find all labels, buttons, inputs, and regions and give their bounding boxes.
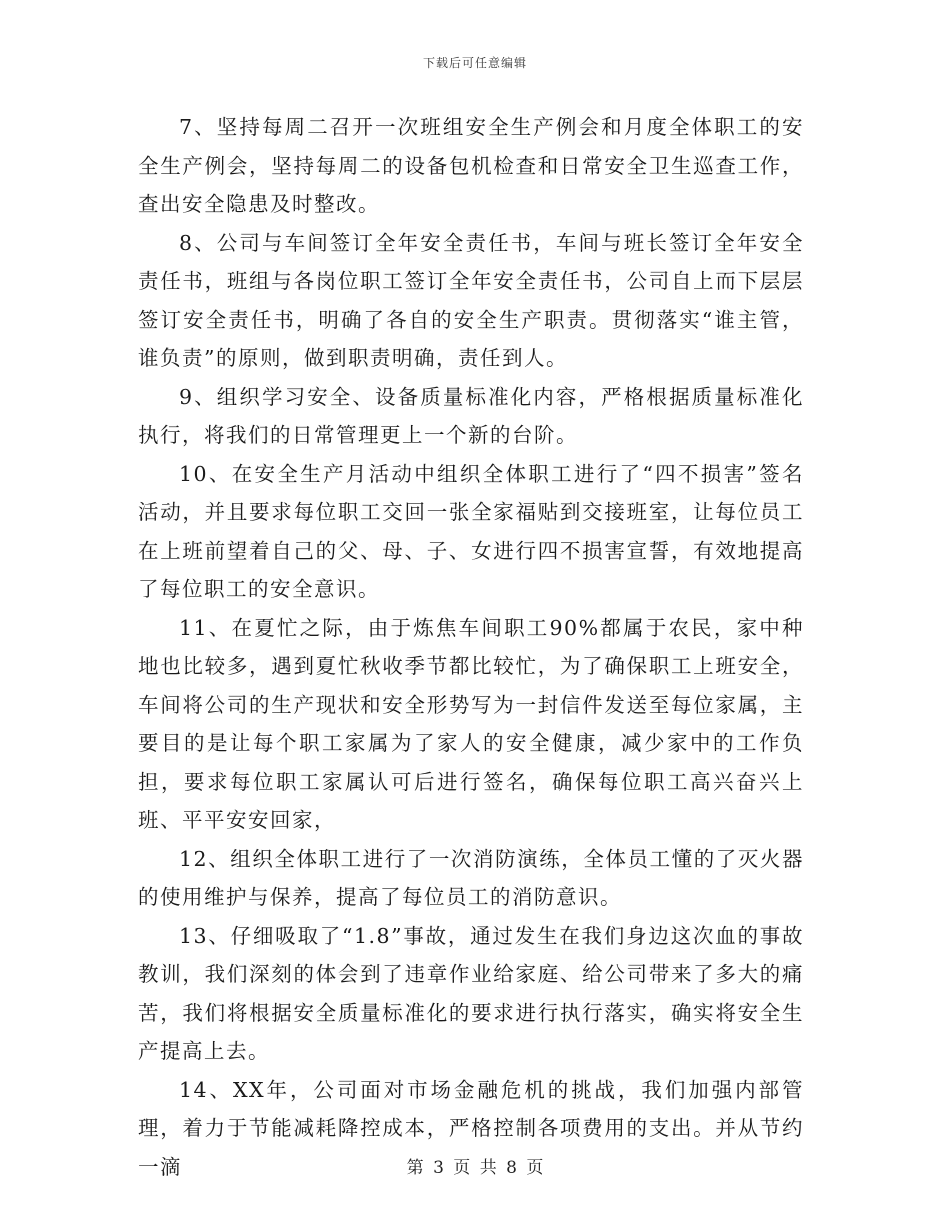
page-number-footer: 第 3 页 共 8 页 (406, 1158, 544, 1178)
paragraph-item-12: 12、组织全体职工进行了一次消防演练，全体员工懂的了灭火器的使用维护与保养，提高了每位员工的消防意识。 (138, 846, 804, 909)
paragraph-item-11: 11、在夏忙之际，由于炼焦车间职工90%都属于农民，家中种地也比较多，遇到夏忙秋收季节都比较忙，为了确保职工上班安全，车间将公司的生产现状和安全形势写为一封信件发送至每位家属，主要目的是让每个职工家属为了家人的安全健康，减少家中的工作负担，要求每位职工家属认可后进行签名，确保每位职工高兴奋兴上班、平平安安回家， (138, 615, 804, 832)
paragraph-item-8: 8、公司与车间签订全年安全责任书，车间与班长签订全年安全责任书，班组与各岗位职工签订全年安全责任书，公司自上而下层层签订安全责任书，明确了各自的安全生产职责。贯彻落实“谁主管，谁负责”的原则，做到职责明确，责任到人。 (138, 230, 804, 370)
paragraph-item-13: 13、仔细吸取了“1.8”事故，通过发生在我们身边这次血的事故教训，我们深刻的体会到了违章作业给家庭、给公司带来了多大的痛苦，我们将根据安全质量标准化的要求进行执行落实，确实将安全生产提高上去。 (138, 923, 804, 1063)
document-body (138, 108, 804, 1186)
paragraph-item-10: 10、在安全生产月活动中组织全体职工进行了“四不损害”签名活动，并且要求每位职工交回一张全家福贴到交接班室，让每位员工在上班前望着自己的父、母、子、女进行四不损害宣誓，有效地提高了每位职工的安全意识。 (138, 461, 804, 601)
paragraph-item-7: 7、坚持每周二召开一次班组安全生产例会和月度全体职工的安全生产例会，坚持每周二的设备包机检查和日常安全卫生巡查工作，查出安全隐患及时整改。 (138, 115, 804, 216)
paragraph-item-9: 9、组织学习安全、设备质量标准化内容，严格根据质量标准化执行，将我们的日常管理更上一个新的台阶。 (138, 384, 804, 447)
paragraph-item-14: 14、XX年，公司面对市场金融危机的挑战，我们加强内部管理，着力于节能减耗降控成本，严格控制各项费用的支出。并从节约一滴 (138, 1077, 804, 1179)
page-header: 下载后可任意编辑 (422, 56, 527, 70)
